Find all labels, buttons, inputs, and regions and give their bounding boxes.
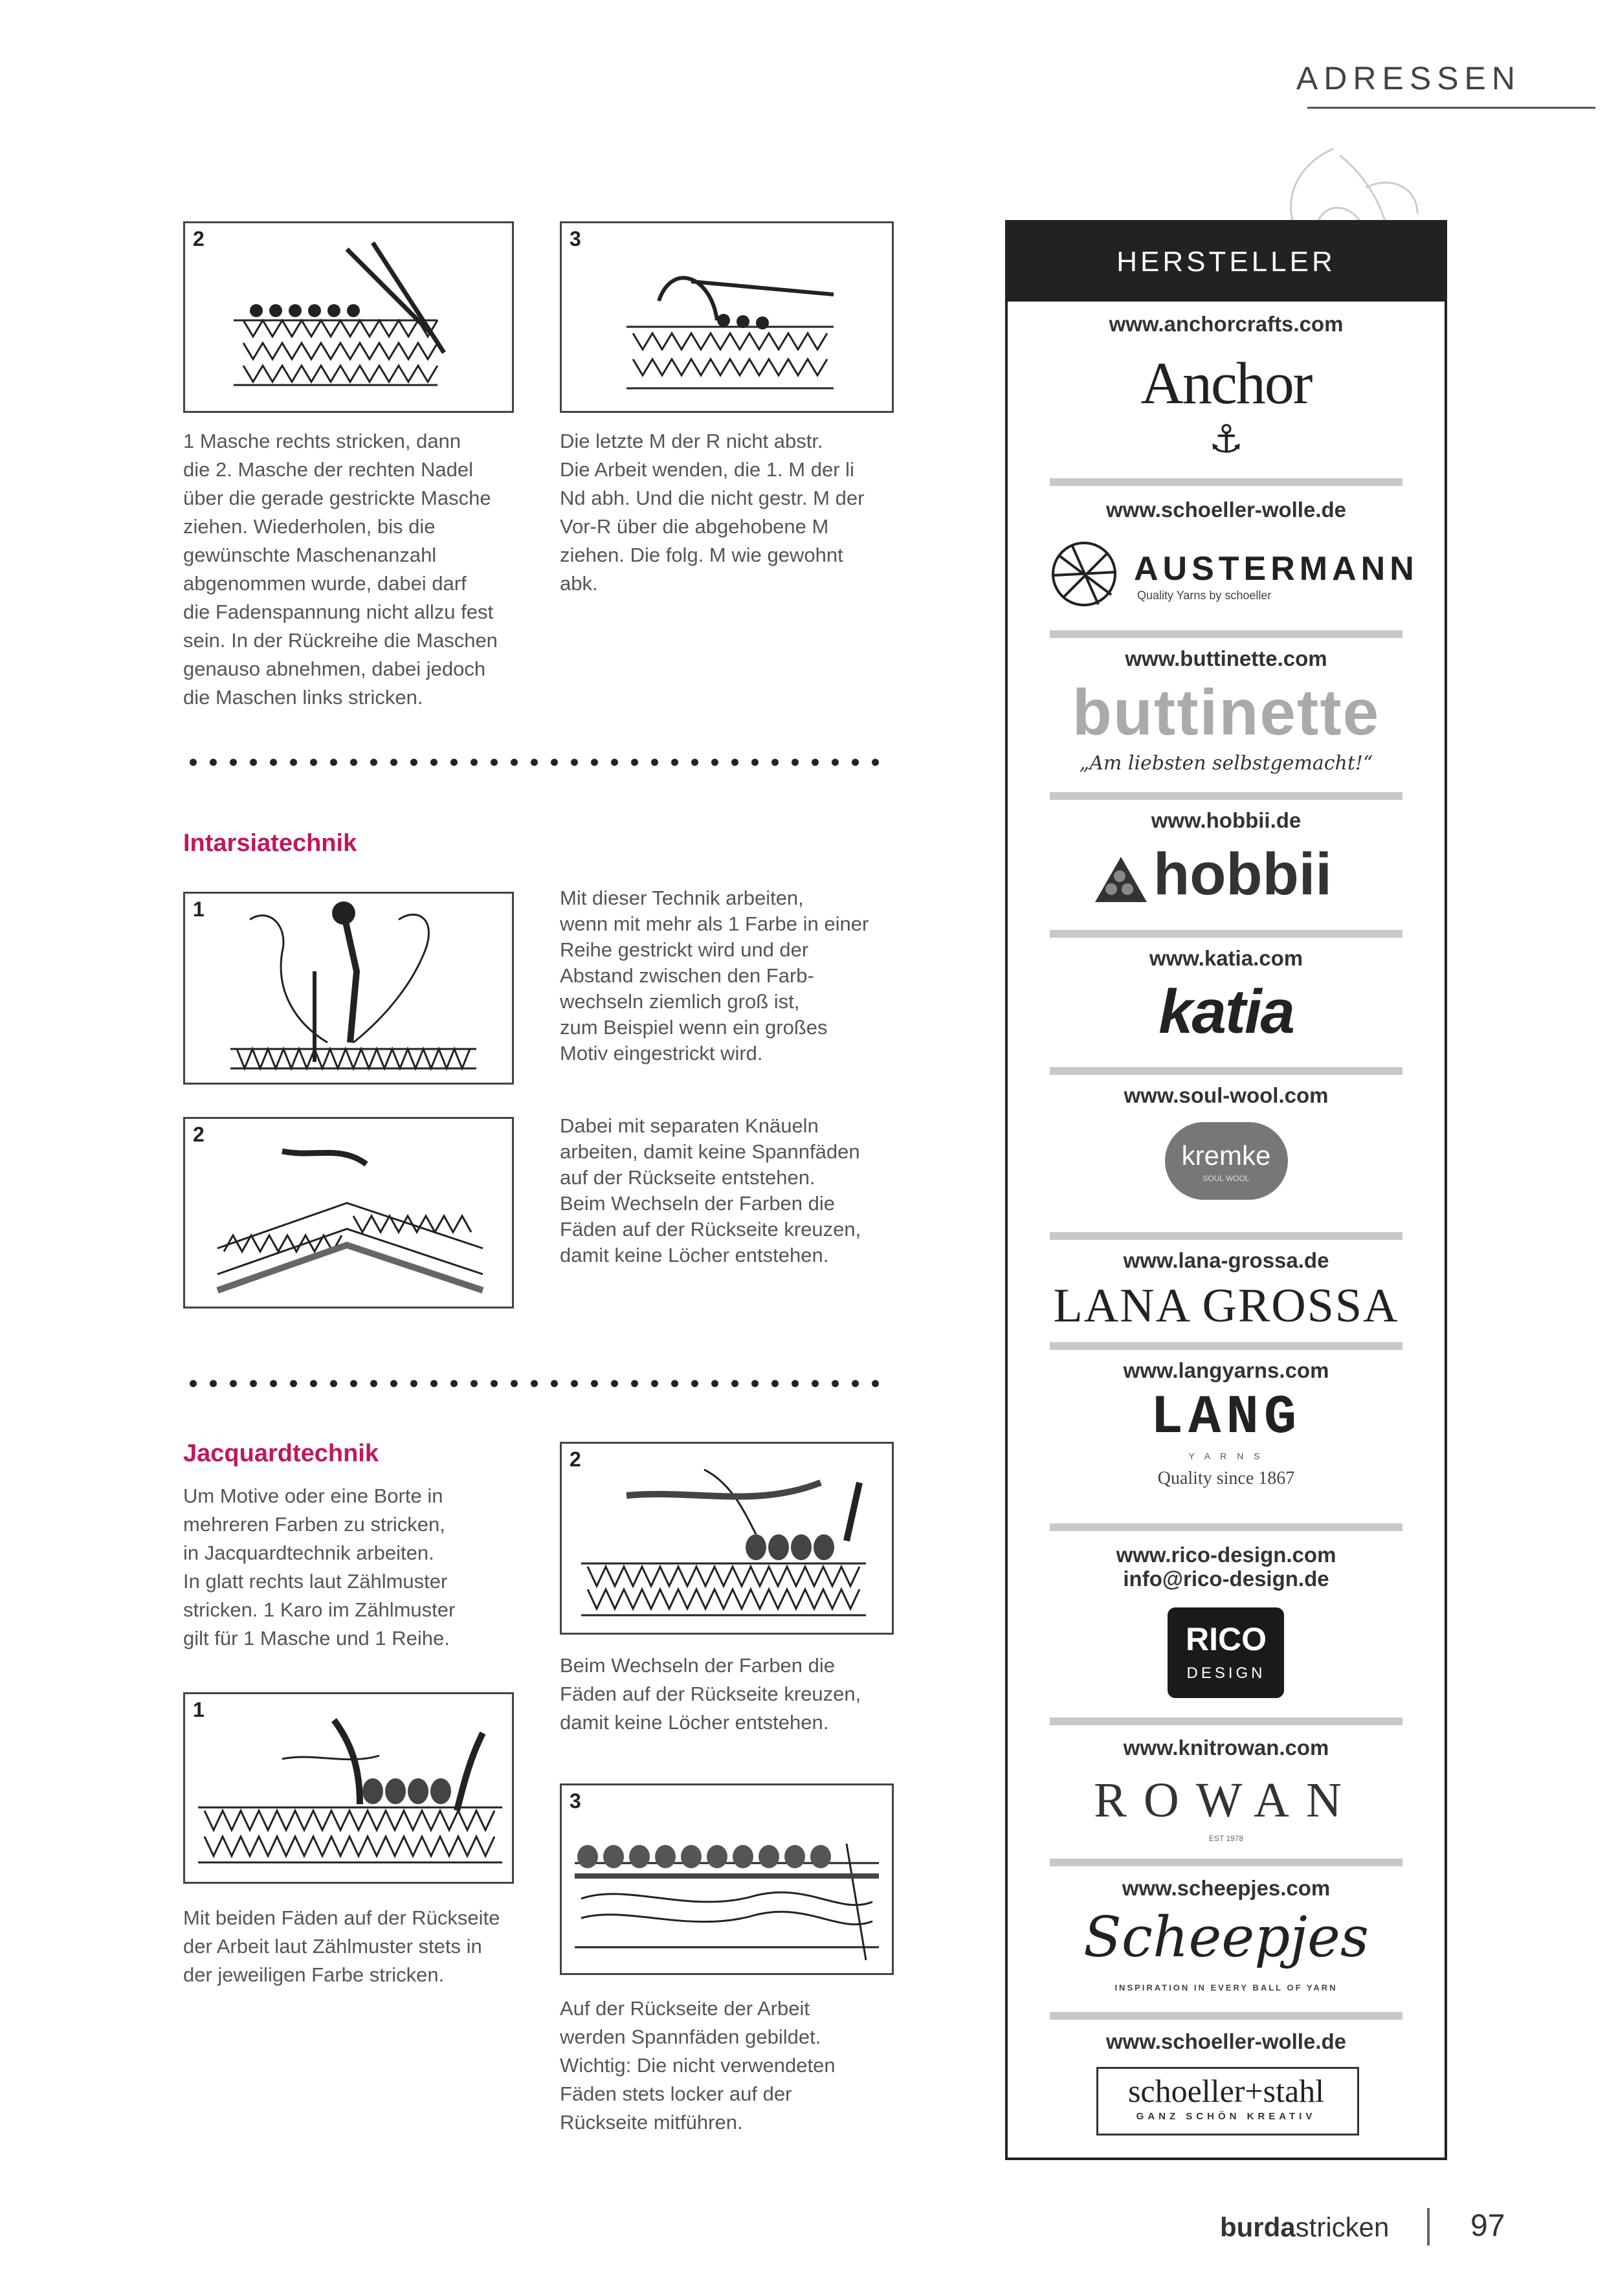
figure-number: 3: [570, 1789, 581, 1813]
austermann-icon: [1047, 536, 1124, 614]
separator: [1050, 1859, 1402, 1866]
jacquard-text-fig2: Beim Wechseln der Farben die Fäden auf der Rückseite kreuzen, damit keine Löcher entstehen.: [560, 1654, 861, 1734]
figure-jacquard-3: [560, 1783, 894, 1975]
footer-brand-light: stricken: [1295, 2212, 1390, 2242]
buttinette-tagline: „Am liebsten selbstgemacht!“: [1079, 752, 1373, 775]
austermann-tagline: Quality Yarns by schoeller: [1137, 589, 1272, 602]
logo-lang: LANG: [1150, 1387, 1302, 1449]
figure-jacquard-2: [560, 1442, 894, 1635]
section-rule: [1307, 107, 1595, 109]
knitting-illustration: [185, 223, 512, 411]
footer-brand: [1220, 2212, 1389, 2243]
intarsia-text-2: Dabei mit separaten Knäueln arbeiten, damit keine Spannfäden auf der Rückseite entstehen. Beim Wechseln der Farben die Fäden auf der Rückseite kreuzen, damit keine Löcher entstehen.: [560, 1114, 861, 1266]
schoeller-stahl-tagline: GANZ SCHÖN KREATIV: [1136, 2111, 1316, 2122]
figure-number: 2: [193, 227, 205, 250]
separator: [1050, 1717, 1402, 1725]
logo-katia: katia: [1158, 977, 1294, 1046]
logo-scheepjes: Scheepjes: [1083, 1905, 1369, 1970]
knitting-illustration: [562, 223, 892, 411]
anchor-icon: ⚓: [1208, 417, 1244, 461]
knitting-illustration: [562, 1785, 892, 1973]
dotted-divider: [183, 1380, 882, 1387]
separator: [1050, 630, 1402, 638]
separator: [1050, 792, 1402, 800]
knitting-illustration: [185, 1119, 512, 1307]
cast-off-text-right: Die letzte M der R nicht abstr. Die Arbeit wenden, die 1. M der li Nd abh. Und die nicht gestr. M der Vor-R über die abgehobene M ziehen. Die folg. M wie gewohnt abk.: [560, 430, 865, 595]
logo-hobbii: hobbii: [1153, 841, 1332, 907]
lang-tagline: Quality since 1867: [1157, 1468, 1295, 1488]
separator: [1050, 1523, 1402, 1531]
jacquard-intro: Um Motive oder eine Borte in mehreren Farben zu stricken, in Jacquardtechnik arbeiten. In glatt rechts laut Zählmuster stricken. 1 Karo im Zählmuster gilt für 1 Masche und 1 Reihe.: [183, 1485, 456, 1650]
jacquard-text-fig1: Mit beiden Fäden auf der Rückseite der Arbeit laut Zählmuster stets in der jeweiligen Farbe stricken.: [183, 1906, 500, 1986]
footer-divider: [1427, 2208, 1430, 2246]
manufacturer-url-scheepjes[interactable]: www.scheepjes.com: [1122, 1876, 1331, 1900]
knitting-illustration: [185, 894, 512, 1083]
manufacturer-url-schoeller-stahl[interactable]: www.schoeller-wolle.de: [1105, 2029, 1347, 2053]
figure-number: 1: [193, 898, 205, 921]
manufacturers-title: HERSTELLER: [1008, 223, 1445, 302]
separator: [1050, 2012, 1402, 2020]
rowan-tagline: EST 1978: [1208, 1834, 1244, 1843]
manufacturers-box: [1005, 220, 1447, 2160]
figure-number: 2: [570, 1448, 581, 1471]
manufacturer-url-soul-wool[interactable]: www.soul-wool.com: [1124, 1083, 1329, 1107]
separator: [1050, 478, 1402, 486]
logo-rowan: ROWAN: [1094, 1773, 1358, 1827]
separator: [1050, 1067, 1402, 1075]
figure-cast-off-2: [183, 221, 514, 413]
section-title: ADRESSEN: [1296, 60, 1521, 96]
knitting-illustration: [562, 1444, 892, 1633]
logo-anchor: Anchor: [1140, 350, 1312, 416]
intarsia-heading: Intarsiatechnik: [183, 830, 357, 857]
knitting-illustration: [185, 1694, 512, 1882]
dotted-divider: [183, 758, 882, 766]
figure-number: 2: [193, 1123, 205, 1146]
manufacturer-url-katia[interactable]: www.katia.com: [1149, 946, 1303, 970]
logo-austermann: AUSTERMANN: [1134, 550, 1419, 588]
hobbii-icon: [1092, 854, 1150, 905]
manufacturer-url-anchor[interactable]: www.anchorcrafts.com: [1109, 312, 1344, 336]
figure-jacquard-1: [183, 1692, 514, 1884]
logo-kremke: kremke: [1181, 1140, 1271, 1171]
manufacturer-url-austermann[interactable]: www.schoeller-wolle.de: [1105, 498, 1347, 522]
cast-off-text-left: 1 Masche rechts stricken, dann die 2. Masche der rechten Nadel über die gerade gestrickte Masche ziehen. Wiederholen, bis die gewünschte Maschenanzahl abgenommen wurde, dabei darf die Fadenspannung nicht allzu fest sein. In der Rückreihe die Maschen genauso abnehmen, dabei jedoch die Maschen links stricken.: [183, 430, 498, 709]
jacquard-heading: Jacquardtechnik: [183, 1440, 379, 1467]
separator: [1050, 1232, 1402, 1240]
figure-number: 1: [193, 1698, 205, 1721]
logo-lana-grossa: LANA GROSSA: [1053, 1279, 1399, 1332]
logo-buttinette: buttinette: [1072, 676, 1380, 749]
logo-schoeller-stahl: schoeller+stahl: [1127, 2073, 1325, 2109]
footer-brand-bold: burda: [1220, 2212, 1296, 2242]
page-number: 97: [1470, 2209, 1505, 2243]
manufacturer-url-buttinette[interactable]: www.buttinette.com: [1125, 646, 1327, 670]
manufacturer-email-rico[interactable]: info@rico-design.de: [1123, 1567, 1329, 1591]
manufacturer-url-rico[interactable]: www.rico-design.com: [1116, 1543, 1336, 1567]
intarsia-text-1: Mit dieser Technik arbeiten, wenn mit mehr als 1 Farbe in einer Reihe gestrickt wird und der Abstand zwischen den Farb- wechseln ziemlich groß ist, zum Beispiel wenn ein großes Motiv eingestrickt wird.: [560, 887, 869, 1065]
logo-rico: RICO: [1186, 1621, 1267, 1657]
figure-number: 3: [570, 227, 581, 250]
manufacturer-url-rowan[interactable]: www.knitrowan.com: [1123, 1736, 1329, 1760]
rico-sub: DESIGN: [1186, 1664, 1266, 1682]
jacquard-text-fig3: Auf der Rückseite der Arbeit werden Spannfäden gebildet. Wichtig: Die nicht verwendeten Fäden stets locker auf der Rückseite mitführen.: [560, 1997, 836, 2134]
kremke-tagline: SOUL WOOL: [1202, 1174, 1250, 1183]
manufacturer-url-hobbii[interactable]: www.hobbii.de: [1151, 808, 1302, 832]
figure-intarsia-1: [183, 892, 514, 1085]
lang-sub: Y A R N S: [1188, 1451, 1264, 1461]
separator: [1050, 930, 1402, 938]
manufacturer-url-lang[interactable]: www.langyarns.com: [1123, 1358, 1329, 1382]
manufacturer-url-lana-grossa[interactable]: www.lana-grossa.de: [1123, 1248, 1329, 1272]
scheepjes-tagline: INSPIRATION IN EVERY BALL OF YARN: [1114, 1983, 1338, 1992]
figure-intarsia-2: [183, 1117, 514, 1308]
figure-cast-off-3: [560, 221, 894, 413]
separator: [1050, 1342, 1402, 1350]
